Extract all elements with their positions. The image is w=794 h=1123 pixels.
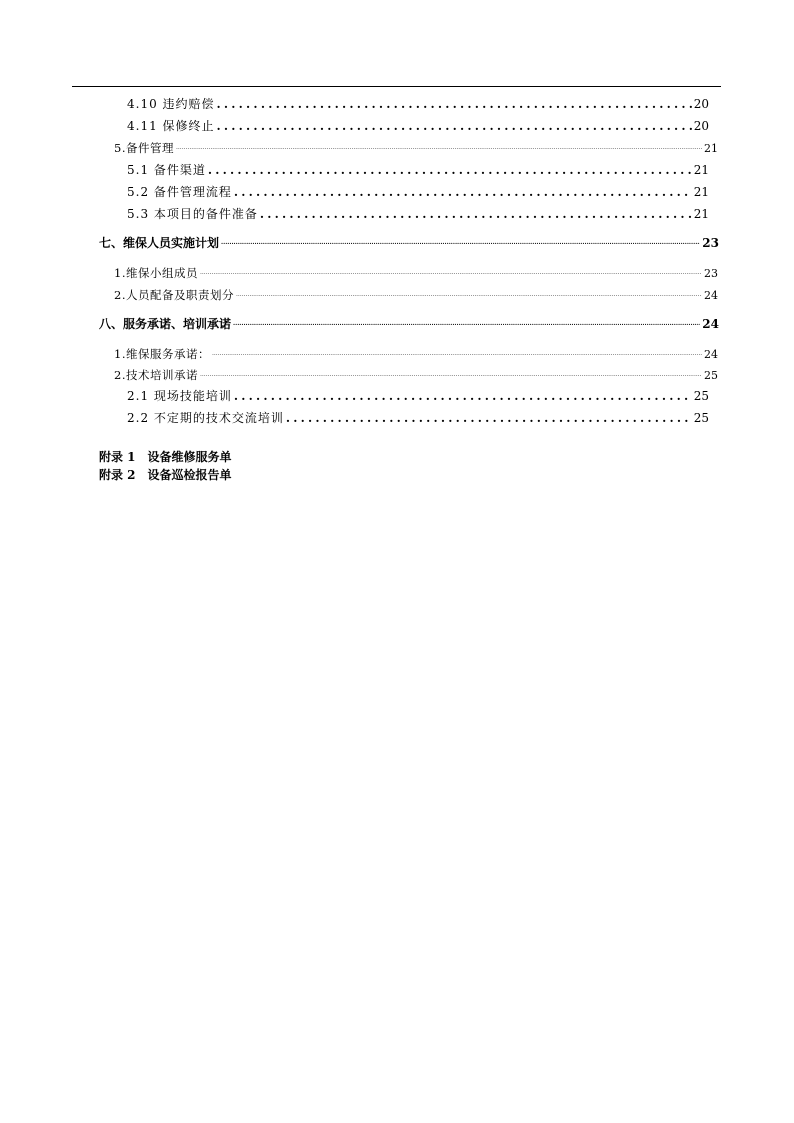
toc-entry-8-2-1[interactable]	[127, 388, 709, 404]
toc-entry-label: 1.维保服务承诺：	[114, 347, 210, 361]
toc-entry-label: 2.2 不定期的技术交流培训	[127, 411, 284, 425]
toc-entry-7-1[interactable]	[114, 265, 718, 284]
appendix-label: 附录 2	[99, 468, 136, 482]
toc-page-number: 20	[693, 119, 709, 133]
toc-page-number: 24	[704, 289, 718, 302]
toc-page-number: 20	[693, 97, 709, 111]
toc-dot-leader	[234, 388, 692, 404]
toc-entry-label: 4.10 违约赔偿	[127, 97, 215, 111]
toc-page-number: 21	[704, 142, 718, 155]
appendix-1[interactable]	[99, 449, 232, 465]
toc-dot-leader	[221, 235, 700, 251]
toc-entry-label: 1.维保小组成员	[114, 266, 198, 280]
toc-entry-4-11[interactable]	[127, 118, 709, 134]
toc-entry-5-2[interactable]	[127, 184, 709, 200]
toc-entry-5[interactable]	[114, 140, 718, 159]
toc-entry-label: 5.2 备件管理流程	[127, 185, 232, 199]
toc-entry-8-2[interactable]	[114, 367, 718, 386]
toc-entry-label: 4.11 保修终止	[127, 119, 215, 133]
appendix-title: 设备巡检报告单	[147, 468, 232, 482]
toc-chapter-7[interactable]	[99, 235, 719, 254]
toc-chapter-label: 八、服务承诺、培训承诺	[99, 317, 232, 331]
toc-page-number: 25	[704, 369, 718, 382]
toc-dot-leader	[236, 287, 702, 303]
toc-entry-4-10[interactable]	[127, 96, 709, 112]
header-rule	[72, 86, 721, 87]
toc-entry-label: 2.技术培训承诺	[114, 368, 198, 382]
toc-page-number: 23	[704, 267, 718, 280]
toc-page-number: 24	[702, 317, 719, 331]
toc-dot-leader	[212, 346, 702, 362]
toc-page-number: 25	[693, 389, 709, 403]
toc-dot-leader	[208, 162, 692, 178]
toc-entry-label: 5.1 备件渠道	[127, 163, 206, 177]
appendix-2[interactable]	[99, 467, 232, 483]
toc-dot-leader	[260, 206, 692, 222]
toc-dot-leader	[200, 367, 702, 383]
toc-page-number: 21	[693, 207, 709, 221]
toc-entry-label: 5.备件管理	[114, 141, 174, 155]
toc-dot-leader	[200, 265, 702, 281]
toc-dot-leader	[233, 316, 700, 332]
appendix-title: 设备维修服务单	[147, 450, 232, 464]
toc-entry-5-1[interactable]	[127, 162, 709, 178]
appendix-label: 附录 1	[99, 450, 136, 464]
toc-entry-label: 5.3 本项目的备件准备	[127, 207, 258, 221]
toc-page-number: 21	[693, 163, 709, 177]
toc-dot-leader	[176, 140, 702, 156]
toc-page-number: 23	[702, 236, 719, 250]
toc-entry-label: 2.1 现场技能培训	[127, 389, 232, 403]
toc-chapter-label: 七、维保人员实施计划	[99, 236, 220, 250]
toc-dot-leader	[286, 410, 692, 426]
toc-dot-leader	[234, 184, 692, 200]
toc-chapter-8[interactable]	[99, 316, 719, 335]
toc-entry-label: 2.人员配备及职责划分	[114, 288, 234, 302]
toc-dot-leader	[217, 96, 692, 112]
toc-page-number: 21	[693, 185, 709, 199]
toc-dot-leader	[217, 118, 692, 134]
toc-page-number: 25	[693, 411, 709, 425]
toc-entry-8-2-2[interactable]	[127, 410, 709, 426]
toc-entry-8-1[interactable]	[114, 346, 718, 365]
toc-entry-5-3[interactable]	[127, 206, 709, 222]
toc-entry-7-2[interactable]	[114, 287, 718, 306]
toc-page-number: 24	[704, 348, 718, 361]
